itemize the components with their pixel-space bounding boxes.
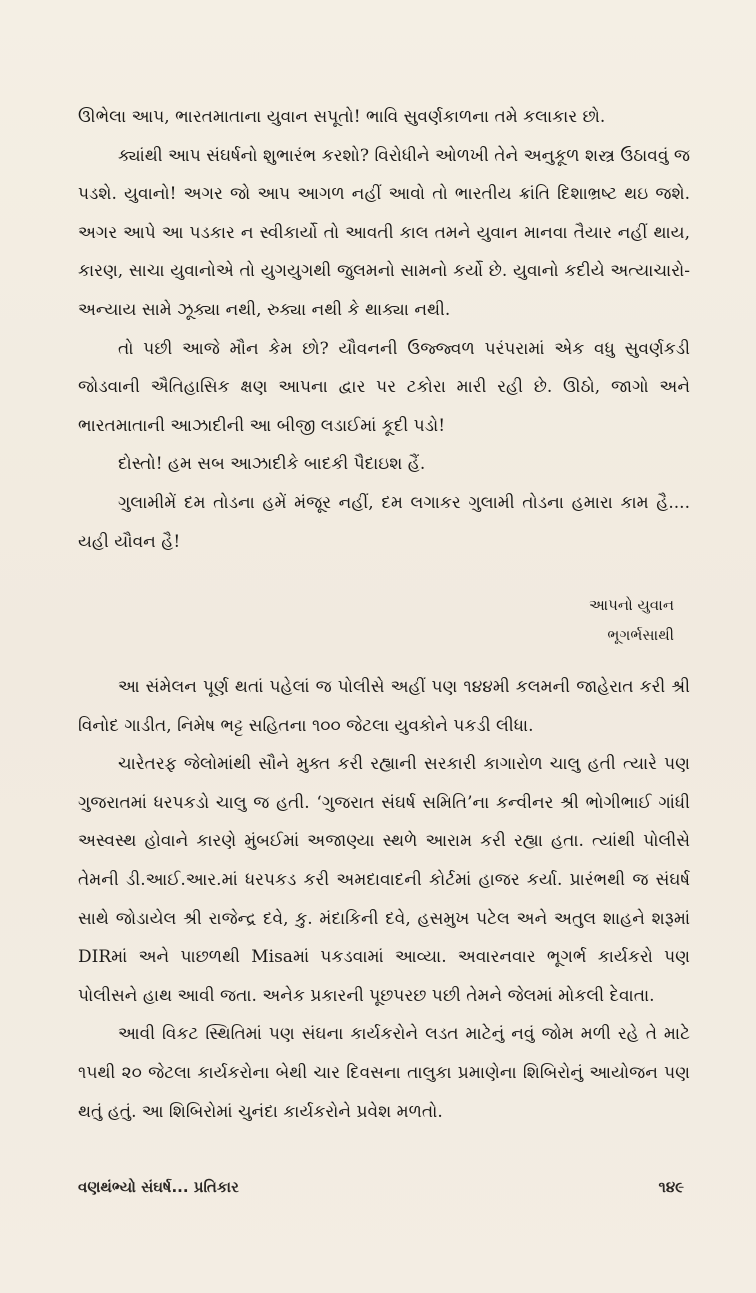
paragraph-1: ઊભેલા આપ, ભારતમાતાના યુવાન સપૂતો! ભાવિ સુવર્ણકાળના તમે કલાકાર છો. (78, 107, 606, 127)
paragraph-7: ચારેતરફ જેલોમાંથી સૌને મુક્ત કરી રહ્યાની સરકારી કાગારોળ ચાલુ હતી ત્યારે પણ ગુજરાતમાં ધરપકડો ચાલુ જ હતી. ‘ગુજરાત સંઘર્ષ સમિતિ’ના કન્વીનર શ્રી ભોગીભાઈ ગાંધી અસ્વસ્થ હોવાને કારણે મુંબઈમાં અજાણ્યા સ્થળે આરામ કરી રહ્યા હતા. ત્યાંથી પોલીસે તેમની ડી.આઈ.આર.માં ધરપકડ કરી અમદાવાદની કોર્ટમાં હાજર કર્યા. પ્રારંભથી જ સંઘર્ષ સાથે જોડાયેલ શ્રી રાજેન્દ્ર દવે, કુ. મંદાકિની દવે, હસમુખ પટેલ અને અતુલ શાહને શરૂમાં DIRમાં અને પાછળથી Misaમાં પકડવામાં આવ્યા. અવારનવાર ભૂગર્ભ કાર્યકરો પણ પોલીસને હાથ આવી જતા. અનેક પ્રકારની પૂછપરછ પછી તેમને જેલમાં મોકલી દેવાતા. (78, 754, 690, 1006)
top-text-block (78, 98, 690, 561)
paragraph-5: ગુલામીમેં દમ તોડના હમેં મંજૂર નહીં, દમ લગાકર ગુલામી તોડના હમારા કામ હૈ.... યહી યૌવન હૈ! (78, 492, 690, 552)
signature-block (474, 590, 674, 650)
paragraph-8: આવી વિકટ સ્થિતિમાં પણ સંઘના કાર્યકરોને લડત માટેનું નવું જોમ મળી રહે તે માટે ૧૫થી ૨૦ જેટલા કાર્યકરોના બેથી ચાર દિવસના તાલુકા પ્રમાણેના શિબિરોનું આયોજન પણ થતું હતું. આ શિબિરોમાં ચુનંદા કાર્યકરોને પ્રવેશ મળતો. (78, 1024, 690, 1122)
paragraph-4: દોસ્તો! હમ સબ આઝાદીકે બાદકી પૈદાઇશ હૈં. (118, 454, 426, 475)
paragraph-2: ક્યાંથી આપ સંઘર્ષનો શુભારંભ કરશો? વિરોધીને ઓળખી તેને અનુકૂળ શસ્ત્ર ઉઠાવવું જ પડશે. યુવાનો! અગર જો આપ આગળ નહીં આવો તો ભારતીય ક્રાંતિ દિશાભ્રષ્ટ થઇ જશે. અગર આપે આ પડકાર ન સ્વીકાર્યો તો આવતી કાલ તમને યુવાન માનવા તૈયાર નહીં થાય, કારણ, સાચા યુવાનોએ તો યુગયુગથી જુલમનો સામનો કર્યો છે. યુવાનો કદીયે અત્યાચારો-અન્યાય સામે ઝૂક્યા નથી, રુક્યા નથી કે થાક્યા નથી. (78, 145, 690, 320)
page-footer (78, 1178, 684, 1196)
running-title: વણથંભ્યો સંઘર્ષ... પ્રતિકાર (78, 1178, 239, 1196)
signature-line-1: આપનો યુવાન (589, 596, 674, 614)
paragraph-3: તો પછી આજે મૌન કેમ છો? યૌવનની ઉજ્જ્વળ પરંપરામાં એક વધુ સુવર્ણકડી જોડવાની ઐતિહાસિક ક્ષણ આપના દ્વાર પર ટકોરા મારી રહી છે. ઊઠો, જાગો અને ભારતમાતાની આઝાદીની આ બીજી લડાઈમાં કૂદી પડો! (78, 338, 690, 436)
paragraph-6: આ સંમેલન પૂર્ણ થતાં પહેલાં જ પોલીસે અહીં પણ ૧૪૪મી કલમની જાહેરાત કરી શ્રી વિનોદ ગાડીત, નિમેષ ભટ્ટ સહિતના ૧૦૦ જેટલા યુવકોને પકડી લીધા. (78, 677, 690, 736)
signature-line-2: ભૂગર્ભસાથી (607, 626, 674, 644)
page-number: ૧૪૯ (658, 1178, 684, 1196)
bottom-text-block (78, 668, 690, 1131)
